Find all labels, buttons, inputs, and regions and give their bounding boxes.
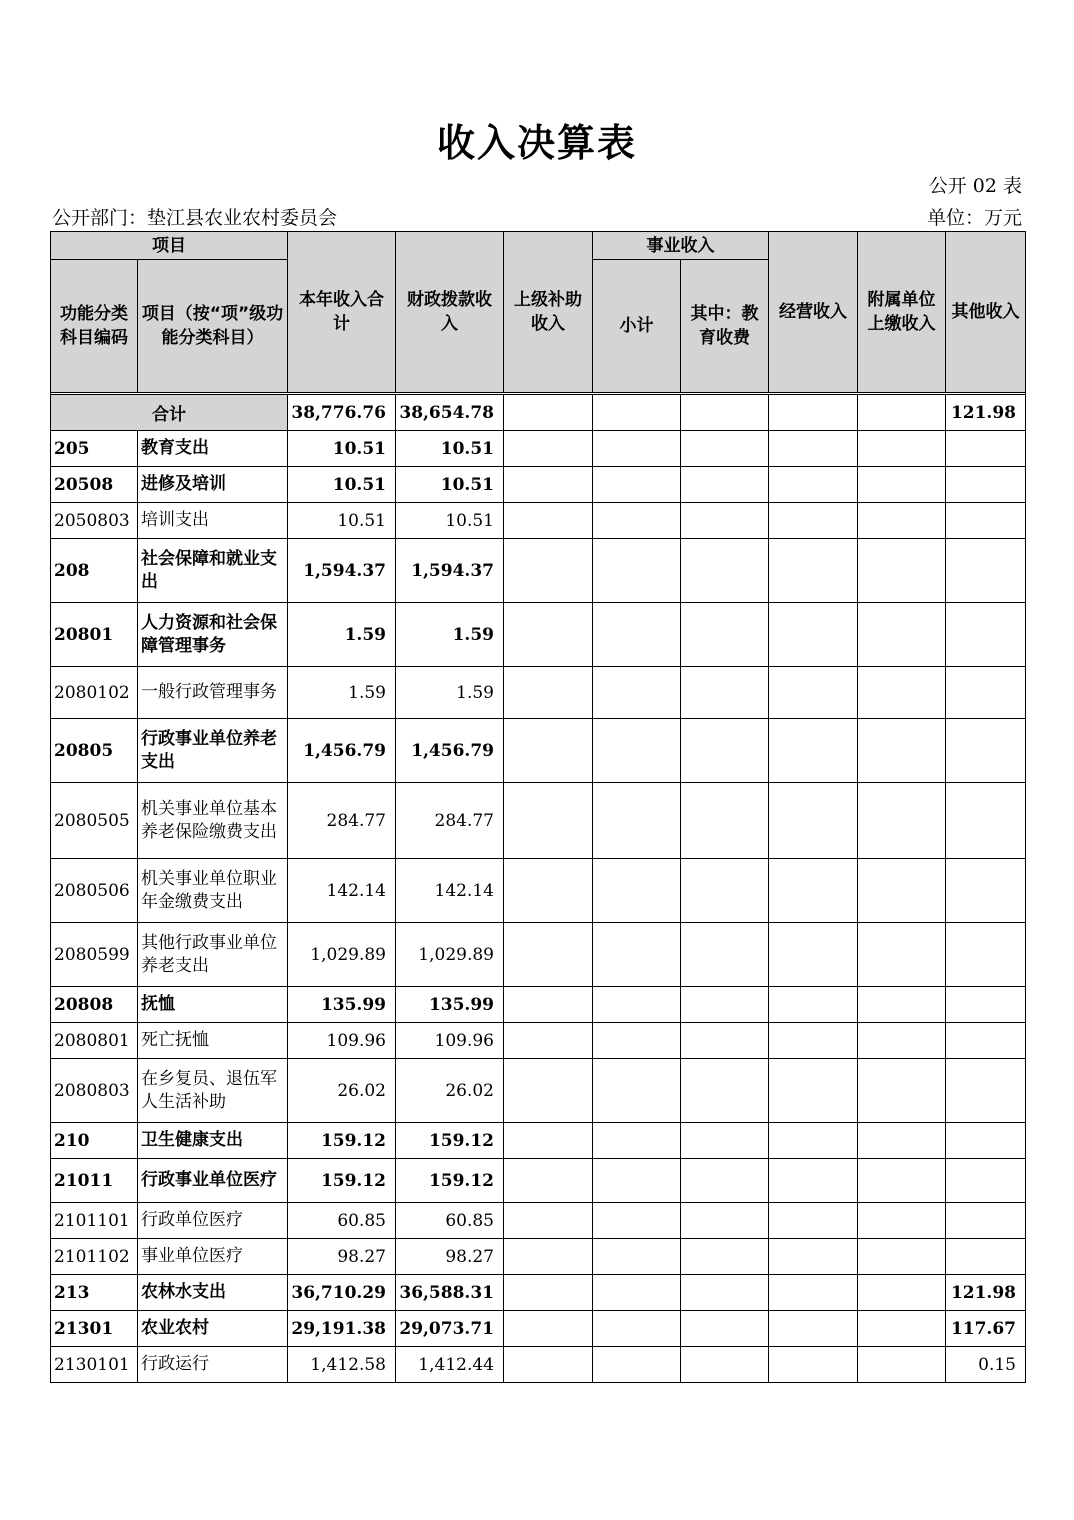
row-edu-fee (681, 467, 769, 503)
row-operating (769, 603, 858, 667)
row-total: 1,029.89 (288, 923, 396, 987)
row-total: 10.51 (288, 503, 396, 539)
row-affiliated (858, 1203, 946, 1239)
row-superior (504, 719, 593, 783)
header-edu-fee: 其中：教育收费 (681, 260, 769, 393)
row-affiliated (858, 1239, 946, 1275)
page-title: 收入决算表 (436, 121, 637, 165)
row-other (946, 987, 1026, 1023)
table-row (51, 1239, 1026, 1275)
row-subtotal (593, 1123, 681, 1159)
row-total: 98.27 (288, 1239, 396, 1275)
row-code: 208 (51, 539, 138, 603)
row-total: 36,710.29 (288, 1275, 396, 1311)
row-edu-fee (681, 719, 769, 783)
header-total-income: 本年收入合计 (288, 232, 396, 393)
row-other (946, 503, 1026, 539)
row-other (946, 1239, 1026, 1275)
row-code: 21011 (51, 1159, 138, 1203)
header-affiliated: 附属单位上缴收入 (858, 232, 946, 393)
row-fiscal: 26.02 (396, 1059, 504, 1123)
row-fiscal: 1,029.89 (396, 923, 504, 987)
row-operating (769, 783, 858, 859)
row-other (946, 1059, 1026, 1123)
row-edu-fee (681, 987, 769, 1023)
row-affiliated (858, 467, 946, 503)
row-superior (504, 667, 593, 719)
row-subtotal (593, 783, 681, 859)
row-code: 2080599 (51, 923, 138, 987)
header-superior: 上级补助收入 (504, 232, 593, 393)
department-label: 公开部门：垫江县农业农村委员会 (52, 207, 338, 229)
row-superior (504, 859, 593, 923)
row-affiliated (858, 783, 946, 859)
row-superior (504, 1059, 593, 1123)
row-subtotal (593, 539, 681, 603)
row-code: 20805 (51, 719, 138, 783)
row-subtotal (593, 1023, 681, 1059)
row-name: 农业农村 (138, 1311, 288, 1347)
row-name: 机关事业单位基本养老保险缴费支出 (138, 783, 288, 859)
row-fiscal: 1,456.79 (396, 719, 504, 783)
row-code: 205 (51, 431, 138, 467)
row-code: 2101101 (51, 1203, 138, 1239)
row-other (946, 603, 1026, 667)
row-other (946, 859, 1026, 923)
table-row (51, 1023, 1026, 1059)
row-name: 卫生健康支出 (138, 1123, 288, 1159)
row-superior (504, 539, 593, 603)
row-total: 26.02 (288, 1059, 396, 1123)
table-row (51, 503, 1026, 539)
table-row (51, 1275, 1026, 1311)
row-edu-fee (681, 1203, 769, 1239)
row-operating (769, 503, 858, 539)
row-fiscal: 60.85 (396, 1203, 504, 1239)
row-name: 在乡复员、退伍军人生活补助 (138, 1059, 288, 1123)
row-code: 2101102 (51, 1239, 138, 1275)
row-operating (769, 1239, 858, 1275)
header-business-group: 事业收入 (593, 232, 769, 260)
row-other (946, 783, 1026, 859)
row-fiscal: 159.12 (396, 1123, 504, 1159)
row-code: 20508 (51, 467, 138, 503)
row-edu-fee (681, 783, 769, 859)
row-code: 2080803 (51, 1059, 138, 1123)
row-superior (504, 1023, 593, 1059)
row-edu-fee (681, 923, 769, 987)
header-fiscal: 财政拨款收入 (396, 232, 504, 393)
table-row (51, 1347, 1026, 1383)
row-other: 117.67 (946, 1311, 1026, 1347)
table-row (51, 467, 1026, 503)
row-superior (504, 987, 593, 1023)
row-affiliated (858, 1123, 946, 1159)
row-edu-fee (681, 1023, 769, 1059)
row-name: 机关事业单位职业年金缴费支出 (138, 859, 288, 923)
table-row (51, 667, 1026, 719)
row-superior (504, 431, 593, 467)
table-row (51, 1159, 1026, 1203)
row-operating (769, 539, 858, 603)
row-superior (504, 923, 593, 987)
header-other: 其他收入 (946, 232, 1026, 393)
row-edu-fee (681, 859, 769, 923)
row-name: 人力资源和社会保障管理事务 (138, 603, 288, 667)
row-affiliated (858, 1159, 946, 1203)
table-row (51, 431, 1026, 467)
row-code: 2080505 (51, 783, 138, 859)
row-name: 行政运行 (138, 1347, 288, 1383)
row-subtotal (593, 467, 681, 503)
row-superior (504, 1347, 593, 1383)
table-row (51, 539, 1026, 603)
row-name: 进修及培训 (138, 467, 288, 503)
row-total: 60.85 (288, 1203, 396, 1239)
row-edu-fee (681, 1059, 769, 1123)
row-name: 事业单位医疗 (138, 1239, 288, 1275)
row-code: 2130101 (51, 1347, 138, 1383)
row-edu-fee (681, 603, 769, 667)
row-code: 20808 (51, 987, 138, 1023)
row-name: 行政事业单位医疗 (138, 1159, 288, 1203)
row-superior (504, 1239, 593, 1275)
row-fiscal: 284.77 (396, 783, 504, 859)
row-other (946, 431, 1026, 467)
row-total: 1,594.37 (288, 539, 396, 603)
table-row (51, 987, 1026, 1023)
row-superior (504, 1159, 593, 1203)
row-total: 10.51 (288, 431, 396, 467)
row-other (946, 539, 1026, 603)
row-name: 一般行政管理事务 (138, 667, 288, 719)
row-code: 213 (51, 1275, 138, 1311)
row-operating (769, 1347, 858, 1383)
row-affiliated (858, 1059, 946, 1123)
row-name: 培训支出 (138, 503, 288, 539)
row-affiliated (858, 503, 946, 539)
row-affiliated (858, 1023, 946, 1059)
row-subtotal (593, 1239, 681, 1275)
row-other (946, 1123, 1026, 1159)
table-row (51, 1311, 1026, 1347)
row-subtotal (593, 431, 681, 467)
row-affiliated (858, 1311, 946, 1347)
row-fiscal: 159.12 (396, 1159, 504, 1203)
row-superior (504, 1275, 593, 1311)
row-fiscal: 1.59 (396, 603, 504, 667)
row-operating (769, 1203, 858, 1239)
row-total: 159.12 (288, 1123, 396, 1159)
row-subtotal (593, 667, 681, 719)
table-row (51, 1203, 1026, 1239)
row-operating (769, 719, 858, 783)
row-operating (769, 1275, 858, 1311)
row-subtotal (593, 503, 681, 539)
row-edu-fee (681, 539, 769, 603)
row-total: 159.12 (288, 1159, 396, 1203)
row-operating (769, 1023, 858, 1059)
row-superior (504, 1123, 593, 1159)
table-row (51, 923, 1026, 987)
row-subtotal (593, 1275, 681, 1311)
row-fiscal: 29,073.71 (396, 1311, 504, 1347)
table-row (51, 719, 1026, 783)
row-affiliated (858, 431, 946, 467)
row-total: 142.14 (288, 859, 396, 923)
row-operating (769, 1159, 858, 1203)
total-income-value: 38,776.76 (288, 395, 396, 431)
row-superior (504, 503, 593, 539)
row-fiscal: 1,594.37 (396, 539, 504, 603)
row-total: 29,191.38 (288, 1311, 396, 1347)
row-superior (504, 783, 593, 859)
header-func-name: 项目（按“项”级功能分类科目） (138, 260, 288, 393)
row-name: 行政单位医疗 (138, 1203, 288, 1239)
row-subtotal (593, 923, 681, 987)
row-edu-fee (681, 1123, 769, 1159)
row-total: 1.59 (288, 667, 396, 719)
row-total: 1.59 (288, 603, 396, 667)
row-operating (769, 667, 858, 719)
row-code: 20801 (51, 603, 138, 667)
row-operating (769, 1059, 858, 1123)
row-subtotal (593, 603, 681, 667)
row-subtotal (593, 987, 681, 1023)
row-name: 其他行政事业单位养老支出 (138, 923, 288, 987)
row-other: 0.15 (946, 1347, 1026, 1383)
row-code: 2080102 (51, 667, 138, 719)
row-edu-fee (681, 1275, 769, 1311)
total-row (51, 395, 1026, 431)
table-row (51, 859, 1026, 923)
row-edu-fee (681, 667, 769, 719)
row-name: 农林水支出 (138, 1275, 288, 1311)
table-row (51, 1059, 1026, 1123)
row-operating (769, 987, 858, 1023)
row-affiliated (858, 859, 946, 923)
row-subtotal (593, 1059, 681, 1123)
row-fiscal: 36,588.31 (396, 1275, 504, 1311)
row-subtotal (593, 1311, 681, 1347)
unit-label: 单位：万元 (926, 207, 1022, 229)
row-total: 135.99 (288, 987, 396, 1023)
row-name: 死亡抚恤 (138, 1023, 288, 1059)
header-func-code: 功能分类科目编码 (51, 260, 138, 393)
row-edu-fee (681, 431, 769, 467)
row-total: 284.77 (288, 783, 396, 859)
row-fiscal: 109.96 (396, 1023, 504, 1059)
row-fiscal: 10.51 (396, 503, 504, 539)
income-table (50, 231, 1026, 1383)
row-other (946, 923, 1026, 987)
row-fiscal: 10.51 (396, 431, 504, 467)
row-edu-fee (681, 1347, 769, 1383)
row-code: 2080506 (51, 859, 138, 923)
row-subtotal (593, 719, 681, 783)
total-other-value: 121.98 (946, 395, 1026, 431)
row-subtotal (593, 859, 681, 923)
row-fiscal: 142.14 (396, 859, 504, 923)
row-name: 抚恤 (138, 987, 288, 1023)
row-edu-fee (681, 503, 769, 539)
row-other (946, 667, 1026, 719)
table-body (51, 395, 1026, 1383)
row-fiscal: 135.99 (396, 987, 504, 1023)
row-affiliated (858, 987, 946, 1023)
row-fiscal: 1.59 (396, 667, 504, 719)
row-other (946, 719, 1026, 783)
row-code: 2050803 (51, 503, 138, 539)
row-operating (769, 923, 858, 987)
row-other (946, 1023, 1026, 1059)
row-affiliated (858, 1347, 946, 1383)
row-superior (504, 1203, 593, 1239)
row-edu-fee (681, 1311, 769, 1347)
row-code: 210 (51, 1123, 138, 1159)
row-operating (769, 859, 858, 923)
row-code: 21301 (51, 1311, 138, 1347)
row-affiliated (858, 1275, 946, 1311)
row-affiliated (858, 539, 946, 603)
row-fiscal: 1,412.44 (396, 1347, 504, 1383)
row-total: 1,456.79 (288, 719, 396, 783)
row-name: 行政事业单位养老支出 (138, 719, 288, 783)
row-name: 社会保障和就业支出 (138, 539, 288, 603)
table-row (51, 783, 1026, 859)
row-edu-fee (681, 1159, 769, 1203)
row-operating (769, 1123, 858, 1159)
form-number: 公开 02 表 (928, 175, 1022, 197)
row-total: 109.96 (288, 1023, 396, 1059)
row-superior (504, 1311, 593, 1347)
row-other (946, 467, 1026, 503)
total-label: 合计 (51, 395, 288, 431)
total-fiscal-value: 38,654.78 (396, 395, 504, 431)
row-subtotal (593, 1347, 681, 1383)
row-edu-fee (681, 1239, 769, 1275)
header-subtotal: 小计 (593, 260, 681, 393)
row-superior (504, 467, 593, 503)
row-total: 10.51 (288, 467, 396, 503)
row-operating (769, 467, 858, 503)
row-affiliated (858, 719, 946, 783)
row-subtotal (593, 1159, 681, 1203)
row-other (946, 1203, 1026, 1239)
row-other (946, 1159, 1026, 1203)
row-operating (769, 431, 858, 467)
row-fiscal: 98.27 (396, 1239, 504, 1275)
row-affiliated (858, 667, 946, 719)
table-row (51, 603, 1026, 667)
row-name: 教育支出 (138, 431, 288, 467)
header-project: 项目 (51, 232, 288, 260)
header-operating: 经营收入 (769, 232, 858, 393)
row-affiliated (858, 603, 946, 667)
row-superior (504, 603, 593, 667)
row-operating (769, 1311, 858, 1347)
row-code: 2080801 (51, 1023, 138, 1059)
row-other: 121.98 (946, 1275, 1026, 1311)
row-total: 1,412.58 (288, 1347, 396, 1383)
row-subtotal (593, 1203, 681, 1239)
row-affiliated (858, 923, 946, 987)
table-row (51, 1123, 1026, 1159)
row-fiscal: 10.51 (396, 467, 504, 503)
